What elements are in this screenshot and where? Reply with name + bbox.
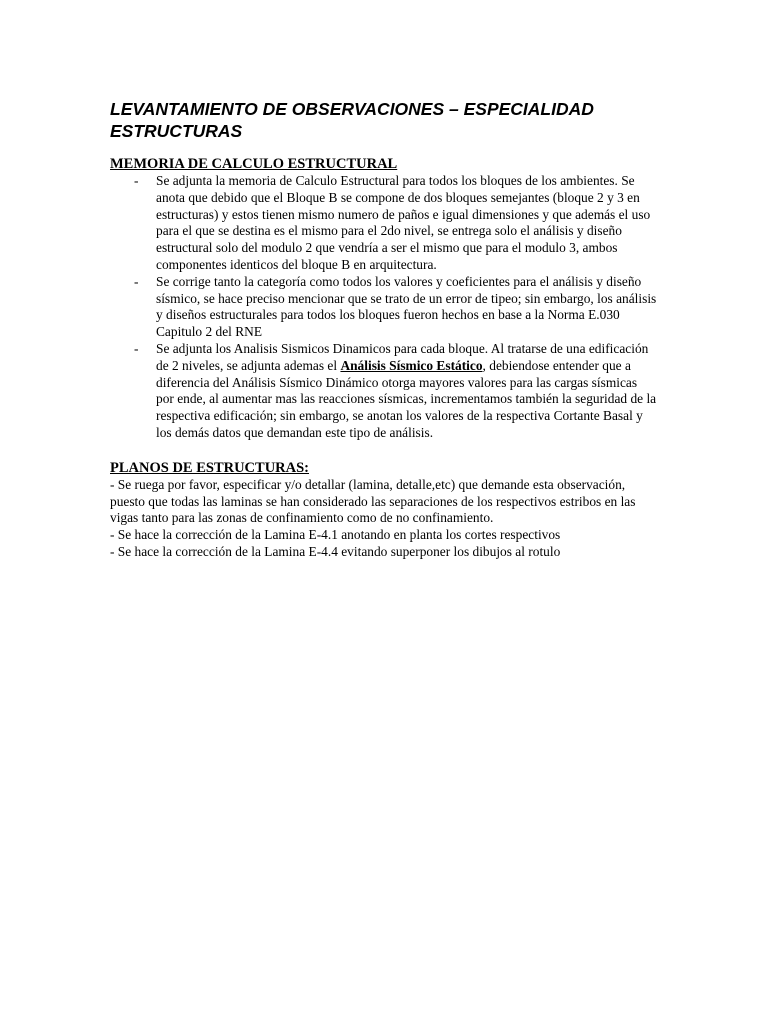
memoria-item-2-text: Se corrige tanto la categoría como todos los valores y coeficientes para el análisis y diseño sísmico, se hace preciso mencionar que se trato de un error de tipeo; sin embargo, los análisis y diseños estructurales para todos los bloques fueron hechos en base a la Norma E.030 Capitulo 2 del RNE — [156, 273, 657, 340]
memoria-item-1-text: Se adjunta la memoria de Calculo Estructural para todos los bloques de los ambientes. Se anota que debido que el Bloque B se compone de dos bloques semejantes (bloque 2 y 3 en estructuras) y estos tienen mismo numero de paños e igual dimensiones y que además el uso para el que se destina es el mismo para el 2do nivel, se entrega solo el análisis y diseño estructural solo del modulo 2 que vendría a ser el mismo que para el modulo 3, ambos componentes identicos del bloque B en arquitectura. — [156, 173, 651, 272]
memoria-list — [110, 173, 658, 442]
bullet-dash: - — [134, 173, 139, 188]
planos-section — [110, 460, 658, 561]
section-spacer — [110, 442, 658, 460]
planos-line-3: - Se hace la corrección de la Lamina E-4.4 evitando superponer los dibujos al rotulo — [110, 543, 561, 559]
memoria-section — [110, 156, 658, 442]
list-item — [110, 274, 658, 341]
planos-line-2: - Se hace la corrección de la Lamina E-4.1 anotando en planta los cortes respectivos — [110, 527, 561, 543]
bullet-dash: - — [134, 273, 139, 289]
planos-heading: PLANOS DE ESTRUCTURAS: — [110, 459, 310, 476]
memoria-item-3-text-start: Se adjunta los Analisis Sismicos Dinamicos para cada bloque. Al tratarse de una edificación de 2 niveles, se adjunta ademas el — [156, 340, 649, 373]
memoria-item-3-emphasis: Análisis Sísmico Estático — [340, 357, 483, 373]
document-page — [110, 98, 658, 561]
document-title: LEVANTAMIENTO DE OBSERVACIONES – ESPECIALIDAD ESTRUCTURAS — [110, 99, 594, 141]
list-item — [110, 173, 658, 274]
list-item — [110, 341, 658, 442]
memoria-item-3-text-end: , debiendose entender que a diferencia del Análisis Sísmico Dinámico otorga mayores valores para las cargas sísmicas por ende, al aumentar mas las reacciones sísmicas, incrementamos también la seguridad de la respectiva edificación; sin embargo, se anotan los valores de la respectiva Cortante Basal y los demás datos que demandan este tipo de análisis. — [156, 357, 657, 440]
memoria-heading: MEMORIA DE CALCULO ESTRUCTURAL — [110, 156, 398, 172]
planos-line-1: - Se ruega por favor, especificar y/o detallar (lamina, detalle,etc) que demande esta observación, puesto que todas las laminas se han considerado las separaciones de los respectivos estribos en las vigas tanto para las zonas de confinamiento como de no confinamiento. — [110, 476, 636, 526]
bullet-dash: - — [134, 340, 139, 356]
